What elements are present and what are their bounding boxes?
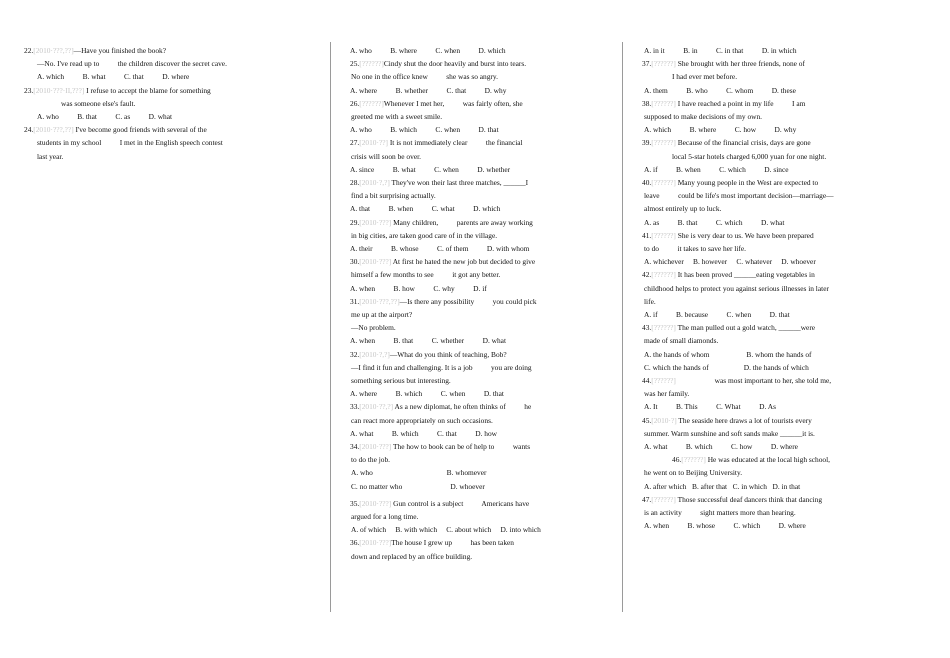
source-tag: [2010·???,??] [359,296,400,306]
answer-options [350,284,487,293]
answer-options [644,125,796,134]
question-stem [642,376,831,385]
line-text: students in my school I met in the English speech contest [37,138,223,148]
source-tag: [2010·???] [359,442,392,451]
answer-options [350,86,506,95]
question-body: I've become good friends with several of the [73,125,207,135]
line-text: A. since B. what C. when D. whether [350,164,511,174]
question-number: 46. [672,455,682,465]
source-tag: [2010·???] [359,538,392,548]
question-stem [350,138,523,147]
answer-options [644,46,797,55]
answer-options [350,336,506,345]
source-tag: [2010·?] [651,415,677,425]
question-number: 42. [642,270,652,280]
question-text [351,231,497,240]
question-stem [642,323,815,332]
source-tag: [??????] [651,138,676,148]
line-text: A. who B. whomever [351,468,487,478]
question-text [644,389,689,398]
question-stem [642,59,805,68]
question-stem [672,455,830,464]
line-text: last year. [37,151,64,161]
question-stem [642,270,815,279]
line-text: A. as B. that C. which D. what [644,217,785,227]
line-text: is an activity sight matters more than hearing. [644,508,796,517]
line-text: argued for a long time. [351,512,419,521]
answer-options [644,402,776,411]
question-stem [350,257,535,266]
question-text [37,138,223,147]
question-body: Gun control is a subject Americans have [391,498,530,508]
source-tag: [2010·???,??] [33,125,74,135]
question-text [351,191,436,200]
question-body: It is not immediately clear the financial [387,138,523,148]
question-body: She is very dear to us. We have been prepared [675,230,814,240]
line-text: A. who B. that C. as D. what [37,112,173,121]
question-number: 29. [350,217,360,227]
line-text: I had ever met before. [672,72,738,82]
answer-options [351,468,487,477]
question-text [351,552,472,561]
question-body: The house I grew up has been taken [391,538,514,548]
answer-options [644,86,796,95]
question-text [644,244,746,253]
question-body: Because of the financial crisis, days are gone [675,138,811,148]
question-text [644,508,796,517]
line-text: almost entirely up to luck. [644,204,722,214]
answer-options [351,482,485,491]
question-stem [642,178,818,187]
question-stem [642,495,822,504]
source-tag: [2010·???·II,???] [33,85,85,95]
line-text: was someone else's fault. [61,98,136,108]
question-text [37,152,63,161]
answer-options [644,218,784,227]
answer-options [350,244,529,253]
source-tag: [??????] [651,323,676,333]
line-text: A. that B. when C. what D. which [350,204,501,214]
source-tag: [??????] [651,270,676,280]
question-stem [642,231,814,240]
question-text [644,112,762,121]
source-tag: [2010·???] [359,498,392,508]
source-tag: [2010·??] [359,138,388,148]
answer-options [350,429,497,438]
question-text [37,59,227,68]
line-text: A. if B. when C. which D. since [644,164,789,174]
line-text: A. who B. which C. when D. that [350,125,499,135]
line-text: A. them B. who C. whom D. these [644,85,796,95]
line-text: life. [644,296,656,306]
answer-options [350,125,499,134]
question-body: I have reached a point in my life I am [675,98,806,108]
question-stem [350,218,533,227]
question-body: —Have you finished the book? [73,46,167,55]
source-tag: [??????] [651,178,676,187]
question-stem [350,402,531,411]
question-number: 43. [642,323,652,333]
line-text: A. when B. whose C. which D. where [644,521,806,531]
question-body: I refuse to accept the blame for something [84,85,211,95]
question-number: 39. [642,138,652,148]
question-stem [642,138,811,147]
question-stem [350,442,530,451]
line-text: A. when B. that C. whether D. what [350,336,507,346]
line-text: local 5-star hotels charged 6,000 yuan for one night. [672,151,827,161]
source-tag: [??????] [651,230,676,240]
question-text [644,429,815,438]
line-text: to do it takes to save her life. [644,244,747,253]
line-text: in big cities, are taken good care of in the village. [351,230,498,240]
line-text: A. the hands of whom B. whom the hands of [644,349,812,359]
source-tag: [??????] [651,376,676,385]
line-text: crisis will soon be over. [351,151,421,161]
answer-options [644,521,806,530]
line-text: A. after which B. after that C. in which D. in that [644,481,801,491]
line-text: leave could be life's most important decision—marriage— [644,191,834,201]
question-stem [350,350,507,359]
question-stem [24,86,211,95]
question-text [351,416,493,425]
line-text: find a bit surprising actually. [351,191,436,201]
line-text: supposed to make decisions of my own. [644,112,763,121]
line-text: greeted me with a sweet smile. [351,112,443,121]
answer-options [644,363,809,372]
question-number: 30. [350,257,360,267]
question-body: He was educated at the local high school, [705,455,831,465]
source-tag: [??????] [359,98,384,108]
question-number: 37. [642,59,652,69]
source-tag: [2010·?,?] [359,349,390,359]
question-body: Those successful deaf dancers think that dancing [675,494,823,504]
source-tag: [??????] [651,98,676,108]
question-body: was most important to her, she told me, [675,376,832,385]
line-text: A. where B. which C. when D. that [350,389,504,399]
question-text [672,152,826,161]
question-number: 44. [642,376,652,385]
question-body: It has been proved ______eating vegetables in [675,270,815,280]
line-text: A. in it B. in C. in that D. in which [644,46,797,55]
question-body: Many children, parents are away working [391,217,533,227]
line-text: C. no matter who D. whoever [351,481,485,491]
line-text: was her family. [644,389,690,399]
question-text [644,336,718,345]
question-body: Many young people in the West are expected to [675,178,819,187]
answer-options [644,350,812,359]
line-text: made of small diamonds. [644,336,719,346]
source-tag: [2010·???] [359,217,392,227]
question-text [61,99,135,108]
question-stem [350,99,523,108]
question-text [351,512,418,521]
question-stem [24,125,207,134]
answer-options [644,257,816,266]
source-tag: [??????] [681,455,706,465]
line-text: A. what B. which C. that D. how [350,428,497,438]
answer-options [37,72,189,81]
line-text: —I find it fun and challenging. It is a job you are doing [351,362,532,372]
question-number: 24. [24,125,34,135]
answer-options [350,204,500,213]
line-text: —No. I've read up to the children discover the secret cave. [37,59,227,69]
question-text [351,323,396,332]
line-text: A. what B. which C. how D. where [644,442,798,451]
line-text: No one in the office knew she was so angry. [351,72,498,82]
line-text: childhood helps to protect you against serious illnesses in later [644,283,829,293]
line-text: A. when B. how C. why D. if [350,283,487,293]
question-text [644,191,834,200]
source-tag: [2010·???] [359,257,392,267]
line-text: C. which the hands of D. the hands of which [644,362,809,372]
answer-options [350,46,506,55]
question-body: Whenever I met her, was fairly often, she [383,98,523,108]
line-text: himself a few months to see it got any better. [351,270,501,280]
answer-options [350,165,510,174]
question-text [351,363,532,372]
question-number: 26. [350,98,360,108]
question-number: 22. [24,46,34,55]
question-number: 33. [350,402,360,412]
question-column-1 [0,0,330,658]
question-stem [350,499,529,508]
question-stem [642,416,812,425]
line-text: A. It B. This C. What D. As [644,402,776,412]
question-number: 40. [642,178,652,187]
source-tag: [2010·?,?] [359,178,390,187]
answer-options [644,165,789,174]
answer-options [644,482,800,491]
question-body: The how to book can be of help to wants [391,442,531,451]
question-text [351,152,421,161]
question-text [644,204,721,213]
source-tag: [2010·???,??] [33,46,74,55]
line-text: something serious but interesting. [351,376,451,385]
line-text: A. which B. where C. how D. why [644,125,797,135]
question-text [672,72,737,81]
question-body: —Is there any possibility you could pick [399,296,537,306]
line-text: A. if B. because C. when D. that [644,310,790,319]
question-stem [350,538,514,547]
question-number: 23. [24,85,34,95]
question-text [351,72,498,81]
question-column-2 [330,0,622,658]
question-number: 45. [642,415,652,425]
question-number: 41. [642,230,652,240]
question-number: 36. [350,538,360,548]
question-column-3 [622,0,950,658]
question-number: 38. [642,98,652,108]
question-number: 28. [350,178,360,187]
line-text: A. their B. whose C. of them D. with whom [350,244,530,253]
question-text [351,455,390,464]
question-number: 47. [642,494,652,504]
source-tag: [2010·??,?] [359,402,394,412]
question-body: They've won their last three matches, ______I [389,178,529,187]
question-text [351,112,442,121]
line-text: A. whichever B. however C. whatever D. whoever [644,257,816,267]
question-text [351,310,412,319]
question-stem [24,46,166,55]
line-text: me up at the airport? [351,310,413,319]
question-number: 35. [350,498,360,508]
question-number: 31. [350,296,360,306]
question-body: At first he hated the new job but decided to give [391,257,536,267]
question-stem [350,178,528,187]
line-text: A. which B. what C. that D. where [37,72,190,82]
line-text: summer. Warm sunshine and soft sands make ______it is. [644,428,815,438]
line-text: can react more appropriately on such occasions. [351,415,493,425]
question-body: The man pulled out a gold watch, ______were [675,323,816,333]
question-stem [642,99,805,108]
line-text: A. who B. where C. when D. which [350,46,506,55]
question-text [644,284,829,293]
question-stem [350,59,526,68]
line-text: to do the job. [351,455,391,465]
source-tag: [??????] [359,59,384,69]
question-number: 34. [350,442,360,451]
question-body: The seaside here draws a lot of tourists every [676,415,812,425]
question-text [351,270,500,279]
question-body: She brought with her three friends, none of [675,59,805,69]
line-text: he went on to Beijing University. [644,468,743,478]
question-body: —What do you think of teaching, Bob? [389,349,507,359]
answer-options [644,442,798,451]
line-text: A. of which B. with which C. about which D. into which [351,525,541,535]
line-text: down and replaced by an office building. [351,551,473,561]
answer-options [351,525,541,534]
source-tag: [??????] [651,494,676,504]
line-text: A. where B. whether C. that D. why [350,85,507,95]
question-text [351,376,451,385]
question-number: 25. [350,59,360,69]
question-number: 27. [350,138,360,148]
question-text [644,468,742,477]
answer-options [37,112,172,121]
question-stem [350,297,537,306]
question-number: 32. [350,349,360,359]
question-body: As a new diplomat, he often thinks of he [393,402,532,412]
answer-options [644,310,790,319]
source-tag: [??????] [651,59,676,69]
answer-options [350,389,504,398]
line-text: —No problem. [351,323,396,333]
question-body: Cindy shut the door heavily and burst into tears. [383,59,527,69]
question-text [644,297,656,306]
